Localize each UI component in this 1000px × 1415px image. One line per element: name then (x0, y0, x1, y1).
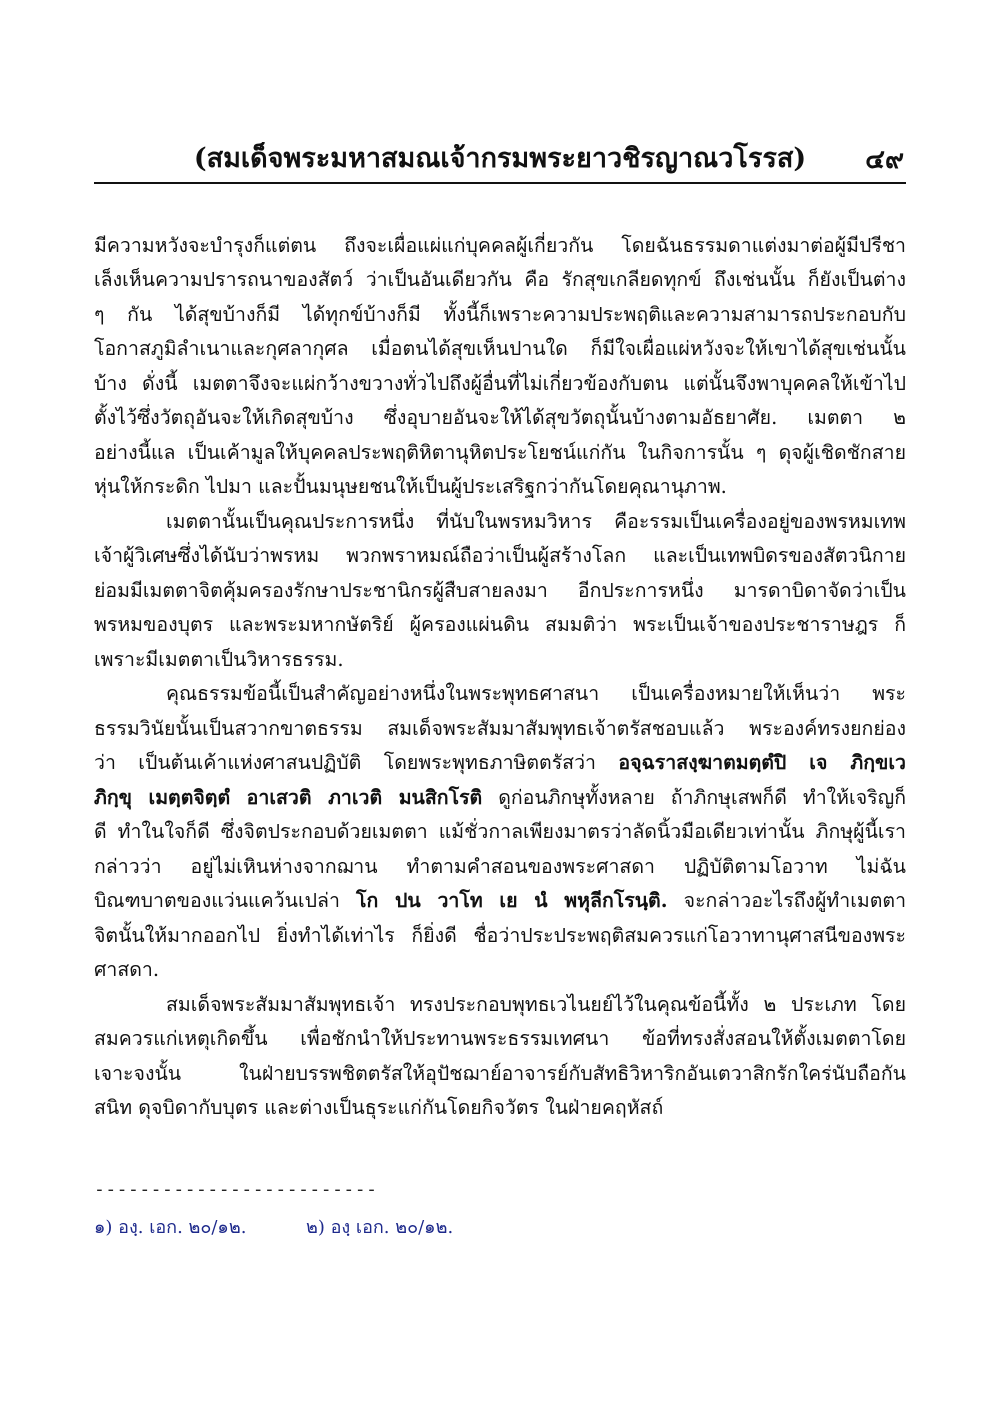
p4-line-1: สมเด็จพระสัมมาสัมพุทธเจ้า ทรงประกอบพุทธเวไนยย์ไว้ในคุณข้อนี้ทั้ง ๒ ประเภท โดย (166, 993, 906, 1016)
p2-line-1: เมตตานั้นเป็นคุณประการหนึ่ง ที่นับในพรหมวิหาร คือะรรมเป็นเครื่องอยู่ของพรหมเทพ (166, 510, 906, 533)
p2-line-4: พรหมของบุตร และพระมหากษัตริย์ ผู้ครองแผ่นดิน สมมติว่า พระเป็นเจ้าของประชาราษฎร ก็ (94, 613, 906, 636)
p1-line-7: อย่างนี้แล เป็นเค้ามูลให้บุคคลประพฤติหิตานุหิตประโยชน์แก่กัน ในกิจการนั้น ๆ ดุจผู้เชิดชักสาย (94, 441, 906, 464)
page-number: ๔๙ (865, 145, 904, 175)
p3-line-5: ดี ทำในใจก็ดี ซึ่งจิตประกอบด้วยเมตตา แม้ชั่วกาลเพียงมาตรว่าลัดนิ้วมือเดียวเท่านั้น ภิกษุผู้นี้เรา (94, 820, 906, 843)
p4-line-2: สมควรแก่เหตุเกิดขึ้น เพื่อชักนำให้ประทานพระธรรมเทศนา ข้อที่ทรงสั่งสอนให้ตั้งเมตตาโดย (94, 1027, 906, 1050)
p1-line-3: ๆ กัน ได้สุขบ้างก็มี ได้ทุกข์บ้างก็มี ทั้งนี้ก็เพราะความประพฤติและความสามารถประกอบกับ (94, 303, 906, 326)
pali-verse-2: ภิกฺขุ เมตฺตจิตฺตํ อาเสวติ ภาเวติ มนสิกโรติ (94, 786, 483, 809)
p3-line-7-tail: จะกล่าวอะไรถึงผู้ทำเมตตา (683, 889, 907, 912)
header-title: (สมเด็จพระมหาสมณเจ้ากรมพระยาวชิรญาณวโรรส) (193, 143, 807, 174)
p2-line-3: ย่อมมีเมตตาจิตคุ้มครองรักษาประชานิกรผู้สืบสายลงมา อีกประการหนึ่ง มารดาบิดาจัดว่าเป็น (94, 579, 906, 602)
header-rule (94, 182, 906, 184)
p3-line-4-text: ดูก่อนภิกษุทั้งหลาย ถ้าภิกษุเสพก็ดี ทำให้เจริญก็ (498, 786, 907, 809)
p3-line-2: ธรรมวินัยนั้นเป็นสวากขาตธรรม สมเด็จพระสัมมาสัมพุทธเจ้าตรัสชอบแล้ว พระองค์ทรงยกย่อง (94, 717, 906, 740)
page-header (94, 138, 906, 182)
p3-line-1: คุณธรรมข้อนี้เป็นสำคัญอย่างหนึ่งในพระพุทธศาสนา เป็นเครื่องหมายให้เห็นว่า พระ (166, 682, 906, 705)
pali-verse-3: โก ปน วาโท เย นํ พหุลีกโรนฺติ. (356, 889, 668, 912)
p1-line-1: มีความหวังจะบำรุงก็แต่ตน ถึงจะเผื่อแผ่แก่บุคคลผู้เกี่ยวกัน โดยฉันธรรมดาแต่งมาต่อผู้มีปรีชา (94, 234, 906, 257)
p3-line-9: ศาสดา. (94, 958, 160, 981)
footnote-1: ๑) องฺ. เอก. ๒๐/๑๒. (94, 1217, 247, 1238)
p3-line-7 (94, 883, 906, 919)
p3-line-7-text: บิณฑบาตของแว่นแคว้นเปล่า (94, 889, 340, 912)
p1-line-2: เล็งเห็นความปรารถนาของสัตว์ ว่าเป็นอันเดียวกัน คือ รักสุขเกลียดทุกข์ ถึงเช่นนั้น ก็ยังเป็นต่าง (94, 268, 906, 291)
p1-line-5: บ้าง ดั่งนี้ เมตตาจึงจะแผ่กว้างขวางทั่วไปถึงผู้อื่นที่ไม่เกี่ยวข้องกับตน แต่นั้นจึงพาบุคคลให้เข้าไป (94, 372, 906, 395)
p1-line-8: หุ่นให้กระดิก ไปมา และปั้นมนุษยชนให้เป็นผู้ประเสริฐกว่ากันโดยคุณานุภาพ. (94, 475, 727, 498)
footnote-2: ๒) องฺ เอก. ๒๐/๑๒. (306, 1217, 454, 1238)
p3-line-6: กล่าวว่า อยู่ไม่เหินห่างจากฌาน ทำตามคำสอนของพระศาสดา ปฏิบัติตามโอวาท ไม่ฉัน (94, 855, 906, 878)
p3-line-3 (94, 745, 906, 781)
p1-line-4: โอกาสภูมิลำเนาและกุศลากุศล เมื่อตนได้สุขเห็นปานใด ก็มีใจเผื่อแผ่หวังจะให้เขาได้สุขเช่นนั้น (94, 337, 906, 360)
footnote-rule: ------------------------- (94, 1179, 378, 1200)
p1-line-6: ตั้งไว้ซึ่งวัตถุอันจะให้เกิดสุขบ้าง ซึ่งอุบายอันจะให้ได้สุขวัตถุนั้นบ้างตามอัธยาศัย. เมตตา ๒ (94, 406, 906, 429)
p4-line-4: สนิท ดุจบิดากับบุตร และต่างเป็นธุระแก่กันโดยกิจวัตร ในฝ่ายคฤหัสถ์ (94, 1096, 664, 1119)
p3-line-4 (94, 780, 906, 816)
p2-line-5: เพราะมีเมตตาเป็นวิหารธรรม. (94, 648, 344, 671)
p2-line-2: เจ้าผู้วิเศษซึ่งได้นับว่าพรหม พวกพราหมณ์ถือว่าเป็นผู้สร้างโลก และเป็นเทพบิดรของสัตวนิกาย (94, 544, 906, 567)
p3-line-8: จิตนั้นให้มากออกไป ยิ่งทำได้เท่าไร ก็ยิ่งดี ชื่อว่าประประพฤติสมควรแก่โอวาทานุศาสนีของพระ (94, 924, 906, 947)
p3-line-3-text: ว่า เป็นต้นเค้าแห่งศาสนปฏิบัติ โดยพระพุทธภาษิตตรัสว่า (94, 751, 596, 774)
pali-verse-1: อจฺฉราสงฺฆาตมตฺตํปิ เจ ภิกฺขเว (618, 751, 906, 774)
p4-line-3: เจาะจงนั้น ในฝ่ายบรรพชิตตรัสให้อุปัชฌาย์อาจารย์กับสัทธิวิหาริกอันเตวาสิกรักใคร่นับถือกัน (94, 1062, 906, 1085)
